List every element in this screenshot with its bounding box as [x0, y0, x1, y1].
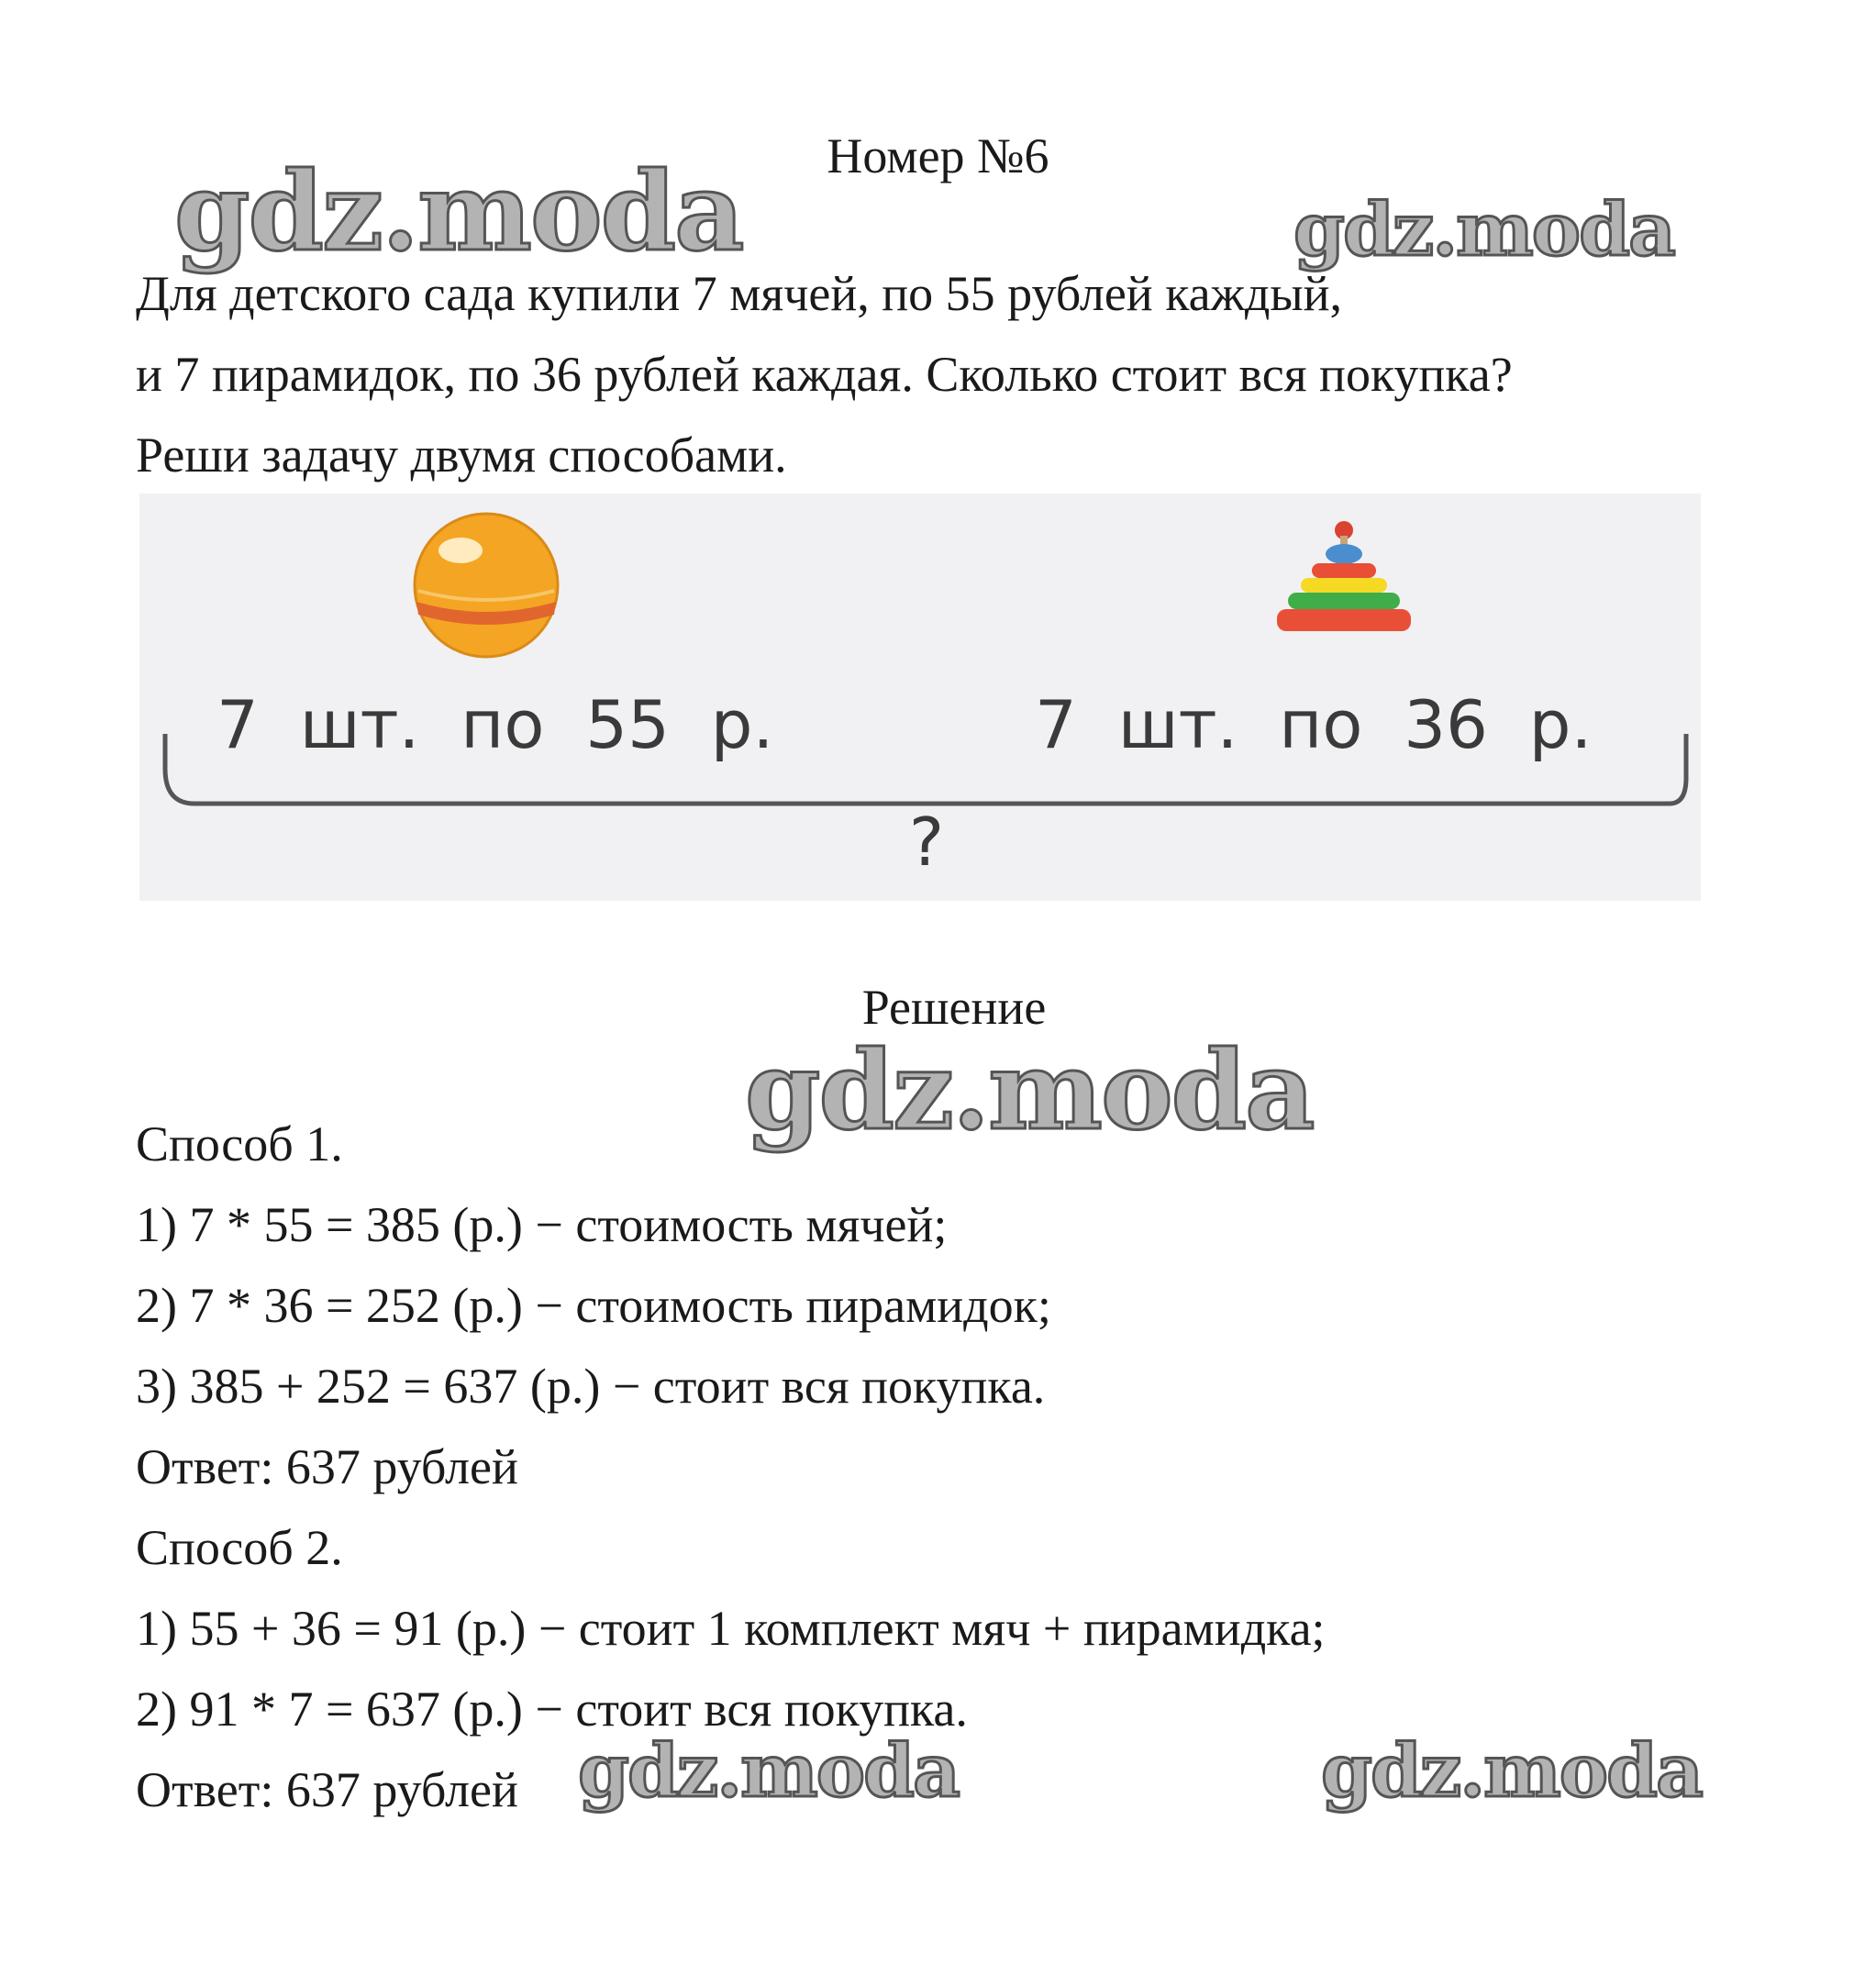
watermark: gdz.moda — [1321, 1727, 1702, 1814]
solution-line: 2) 91 * 7 = 637 (р.) − стоит вся покупка. — [136, 1682, 968, 1737]
problem-title: Номер №6 — [827, 128, 1049, 183]
problem-illustration — [139, 494, 1701, 901]
solution-line: Способ 1. — [136, 1116, 343, 1171]
solution-text — [136, 1104, 1326, 1830]
problem-line: Реши задачу двумя способами. — [136, 427, 787, 483]
ball-icon — [415, 514, 558, 657]
left-label: 7 шт. по 55 р. — [216, 686, 774, 763]
solution-line: Способ 2. — [136, 1520, 343, 1575]
solution-line: 3) 385 + 252 = 637 (р.) − стоит вся покупка. — [136, 1359, 1046, 1414]
solution-heading: Решение — [861, 980, 1047, 1035]
watermark: gdz.moda — [578, 1727, 959, 1814]
solution-line: 2) 7 * 36 = 252 (р.) − стоимость пирамидок; — [136, 1278, 1051, 1333]
problem-text — [136, 253, 1513, 495]
problem-line: и 7 пирамидок, по 36 рублей каждая. Сколько стоит вся покупка? — [136, 347, 1513, 402]
problem-line: Для детского сада купили 7 мячей, по 55 рублей каждый, — [136, 266, 1343, 321]
watermark: gdz.moda — [1293, 186, 1674, 272]
right-label: 7 шт. по 36 р. — [1035, 686, 1593, 763]
solution-line: 1) 7 * 55 = 385 (р.) − стоимость мячей; — [136, 1197, 948, 1252]
watermark: gdz.moda — [174, 148, 743, 275]
solution-line: 1) 55 + 36 = 91 (р.) − стоит 1 комплект мяч + пирамидка; — [136, 1601, 1326, 1656]
question-mark: ? — [908, 804, 945, 881]
solution-line: Ответ: 637 рублей — [136, 1762, 518, 1817]
pyramid-toy-icon — [1277, 521, 1411, 631]
solution-line: Ответ: 637 рублей — [136, 1439, 518, 1494]
watermark: gdz.moda — [745, 1027, 1314, 1154]
